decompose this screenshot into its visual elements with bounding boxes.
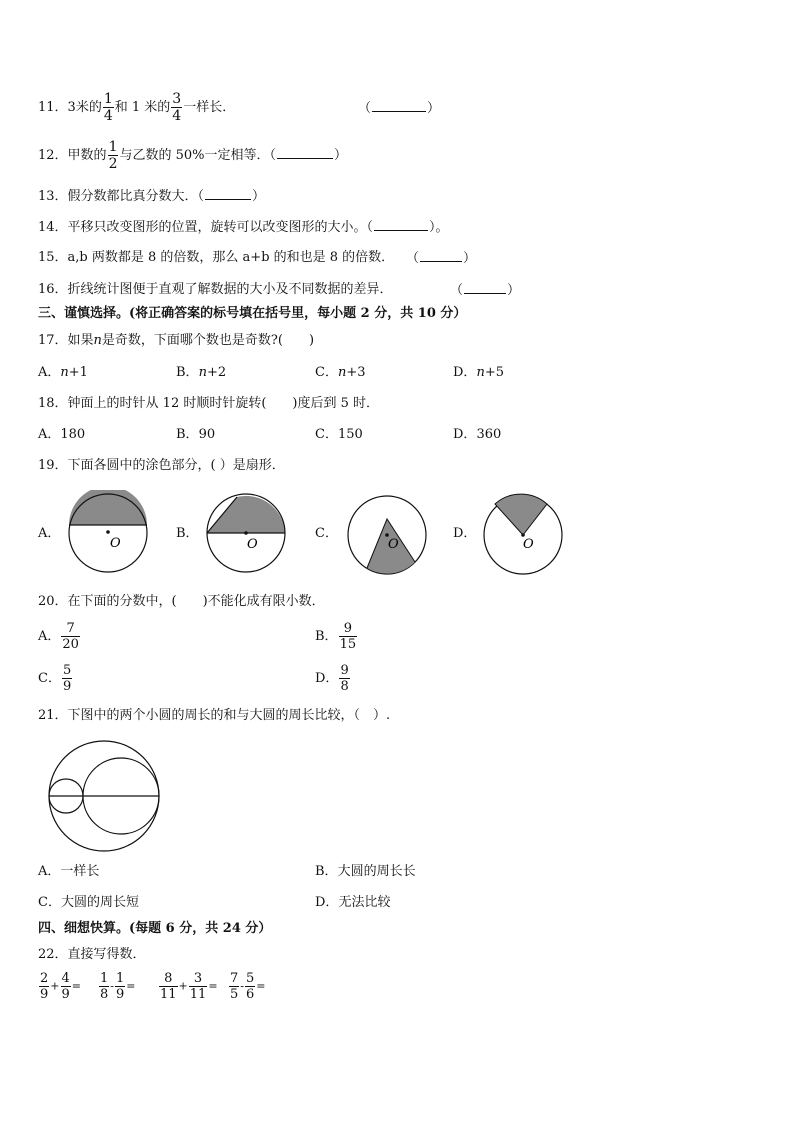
fraction: $\frac{3}{4}$ [172,91,182,124]
answer-blank-11[interactable]: （ ） [358,101,441,116]
question-12: 12．甲数的 $\frac{1}{2}$ 与乙数的 50%一定相等．（ ） [38,139,348,172]
option-17-a[interactable]: A．n+1 [38,365,88,380]
option-20-b[interactable]: B． $\frac{9}{15}$ [315,621,357,652]
fraction: $\frac{1}{8}$ [100,971,109,1002]
option-20-d[interactable]: D． $\frac{9}{8}$ [315,663,349,694]
question-17: 17．如果n是奇数，下面哪个数也是奇数?( ) [38,333,315,348]
option-21-a[interactable]: A．一样长 [38,864,100,879]
answer-blank-13[interactable] [205,188,251,200]
question-19: 19．下面各圆中的涂色部分，( ）是扇形． [38,458,285,473]
fraction: $\frac{9}{15}$ [339,621,357,652]
fraction: $\frac{1}{2}$ [108,139,118,172]
option-17-b[interactable]: B．n+2 [176,365,227,380]
shaded-sector [495,494,547,535]
question-22: 22．直接写得数． [38,947,146,962]
circle-figure-b [202,490,296,578]
option-21-b[interactable]: B．大圆的周长长 [315,864,416,879]
calc-expression-1: $\frac{2}{9}$ + $\frac{4}{9}$ = [40,971,81,1002]
fraction: $\frac{7}{20}$ [62,621,79,652]
option-17-d[interactable]: D．n+5 [453,365,504,380]
option-17-c[interactable]: C．n+3 [315,365,366,380]
three-circles-figure [40,734,166,858]
option-21-c[interactable]: C．大圆的周长短 [38,895,139,910]
fraction: $\frac{7}{5}$ [230,971,239,1002]
option-18-c[interactable]: C．150 [315,427,363,442]
option-19-a-label[interactable]: A． [38,526,61,541]
shaded-segment [69,490,147,525]
question-21: 21．下图中的两个小圆的周长的和与大圆的周长比较，（ ）. [38,708,391,723]
answer-blank-14[interactable] [374,219,428,231]
svg-text:O: O [388,537,399,552]
circle-figure-c [342,490,436,578]
question-18: 18．钟面上的时针从 12 时顺时针旋转( )度后到 5 时． [38,396,380,411]
fraction: $\frac{1}{9}$ [116,971,125,1002]
calc-expression-4: $\frac{7}{5}$ - $\frac{5}{6}$ = [230,971,266,1002]
question-15: 15．a,b 两数都是 8 的倍数，那么 a+b 的和也是 8 的倍数． [38,250,395,265]
calc-expression-3: $\frac{8}{11}$ + $\frac{3}{11}$ = [160,971,218,1002]
option-19-c-label[interactable]: C． [315,526,338,541]
answer-blank-16[interactable]: （ ） [450,283,521,298]
fraction: $\frac{5}{6}$ [246,971,255,1002]
question-13: 13．假分数都比真分数大．（ ） [38,189,266,204]
answer-blank-12[interactable] [277,147,333,159]
section-heading-3: 三、谨慎选择。(将正确答案的标号填在括号里，每小题 2 分，共 10 分） [38,306,467,321]
option-20-a[interactable]: A． $\frac{7}{20}$ [38,621,79,652]
fraction: $\frac{5}{9}$ [62,663,72,694]
option-18-d[interactable]: D．360 [453,427,502,442]
svg-text:O: O [523,537,534,552]
question-11: 11．3米的 $\frac{1}{4}$ 和 1 米的 $\frac{3}{4}$ 一样长． [38,91,236,124]
calc-expression-2: $\frac{1}{8}$ - $\frac{1}{9}$ = [100,971,136,1002]
fraction: $\frac{1}{4}$ [103,91,113,124]
question-14: 14．平移只改变图形的位置，旋转可以改变图形的大小。（ ）。 [38,220,449,235]
answer-blank-15[interactable]: （ ） [406,251,477,266]
option-18-a[interactable]: A．180 [38,427,86,442]
option-19-d-label[interactable]: D． [453,526,477,541]
shaded-segment [207,496,285,533]
svg-text:O: O [247,537,258,552]
fraction: $\frac{2}{9}$ [40,971,49,1002]
question-number: 11． [38,100,68,115]
fraction: $\frac{8}{11}$ [160,971,177,1002]
option-20-c[interactable]: C． $\frac{5}{9}$ [38,663,72,694]
option-19-b-label[interactable]: B． [176,526,199,541]
question-16: 16．折线统计图便于直观了解数据的大小及不同数据的差异． [38,282,393,297]
circle-figure-a [62,490,156,578]
circle-figure-d [480,490,574,578]
fraction: $\frac{4}{9}$ [61,971,70,1002]
fraction: $\frac{3}{11}$ [189,971,207,1002]
question-20: 20．在下面的分数中，( )不能化成有限小数． [38,594,325,609]
section-heading-4: 四、细想快算。(每题 6 分，共 24 分） [38,921,272,936]
center-label: O [110,536,121,551]
option-21-d[interactable]: D．无法比较 [315,895,391,910]
fraction: $\frac{9}{8}$ [340,663,349,694]
option-18-b[interactable]: B．90 [176,427,216,442]
